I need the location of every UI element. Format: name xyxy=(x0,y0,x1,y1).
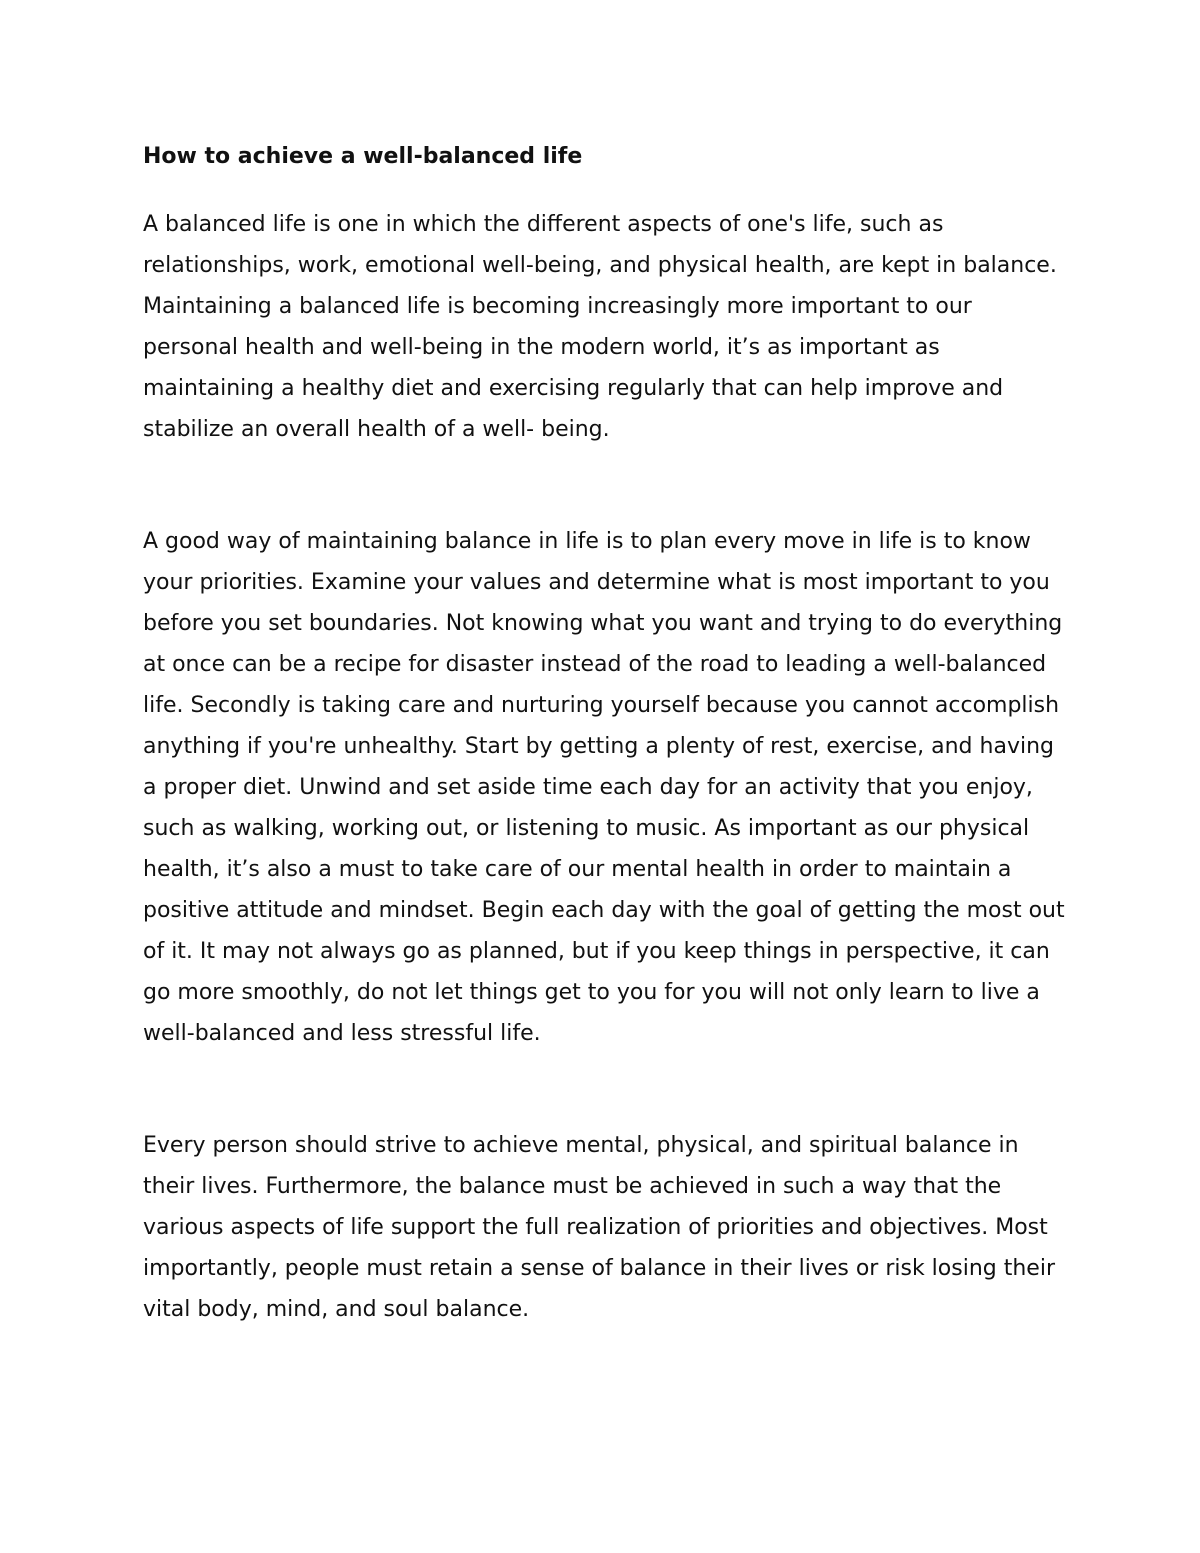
paragraph-conclusion: Every person should strive to achieve mental, physical, and spiritual balance in their lives. Furthermore, the balance must be achieved in such a way that the various aspects of life support the full realization of priorities and objectives. Most importantly, people must retain a sense of balance in their lives or risk losing their vital body, mind, and soul balance. xyxy=(143,1133,1055,1322)
document-body xyxy=(143,138,1073,1330)
paragraph-intro: A balanced life is one in which the different aspects of one's life, such as relationships, work, emotional well-being, and physical health, are kept in balance. Maintaining a balanced life is becoming increasingly more important to our personal health and well-being in the modern world, it’s as important as maintaining a healthy diet and exercising regularly that can help improve and stabilize an overall health of a well- being. xyxy=(143,212,1057,442)
paragraph-priorities: A good way of maintaining balance in life is to plan every move in life is to know your priorities. Examine your values and determine what is most important to you before you set boundaries. Not knowing what you want and trying to do everything at once can be a recipe for disaster instead of the road to leading a well-balanced life. Secondly is taking care and nurturing yourself because you cannot accomplish anything if you're unhealthy. Start by getting a plenty of rest, exercise, and having a proper diet. Unwind and set aside time each day for an activity that you enjoy, such as walking, working out, or listening to music. As important as our physical health, it’s also a must to take care of our mental health in order to maintain a positive attitude and mindset. Begin each day with the goal of getting the most out of it. It may not always go as planned, but if you keep things in perspective, it can go more smoothly, do not let things get to you for you will not only learn to live a well-balanced and less stressful life. xyxy=(143,529,1065,1046)
document-title: How to achieve a well-balanced life xyxy=(143,144,583,169)
